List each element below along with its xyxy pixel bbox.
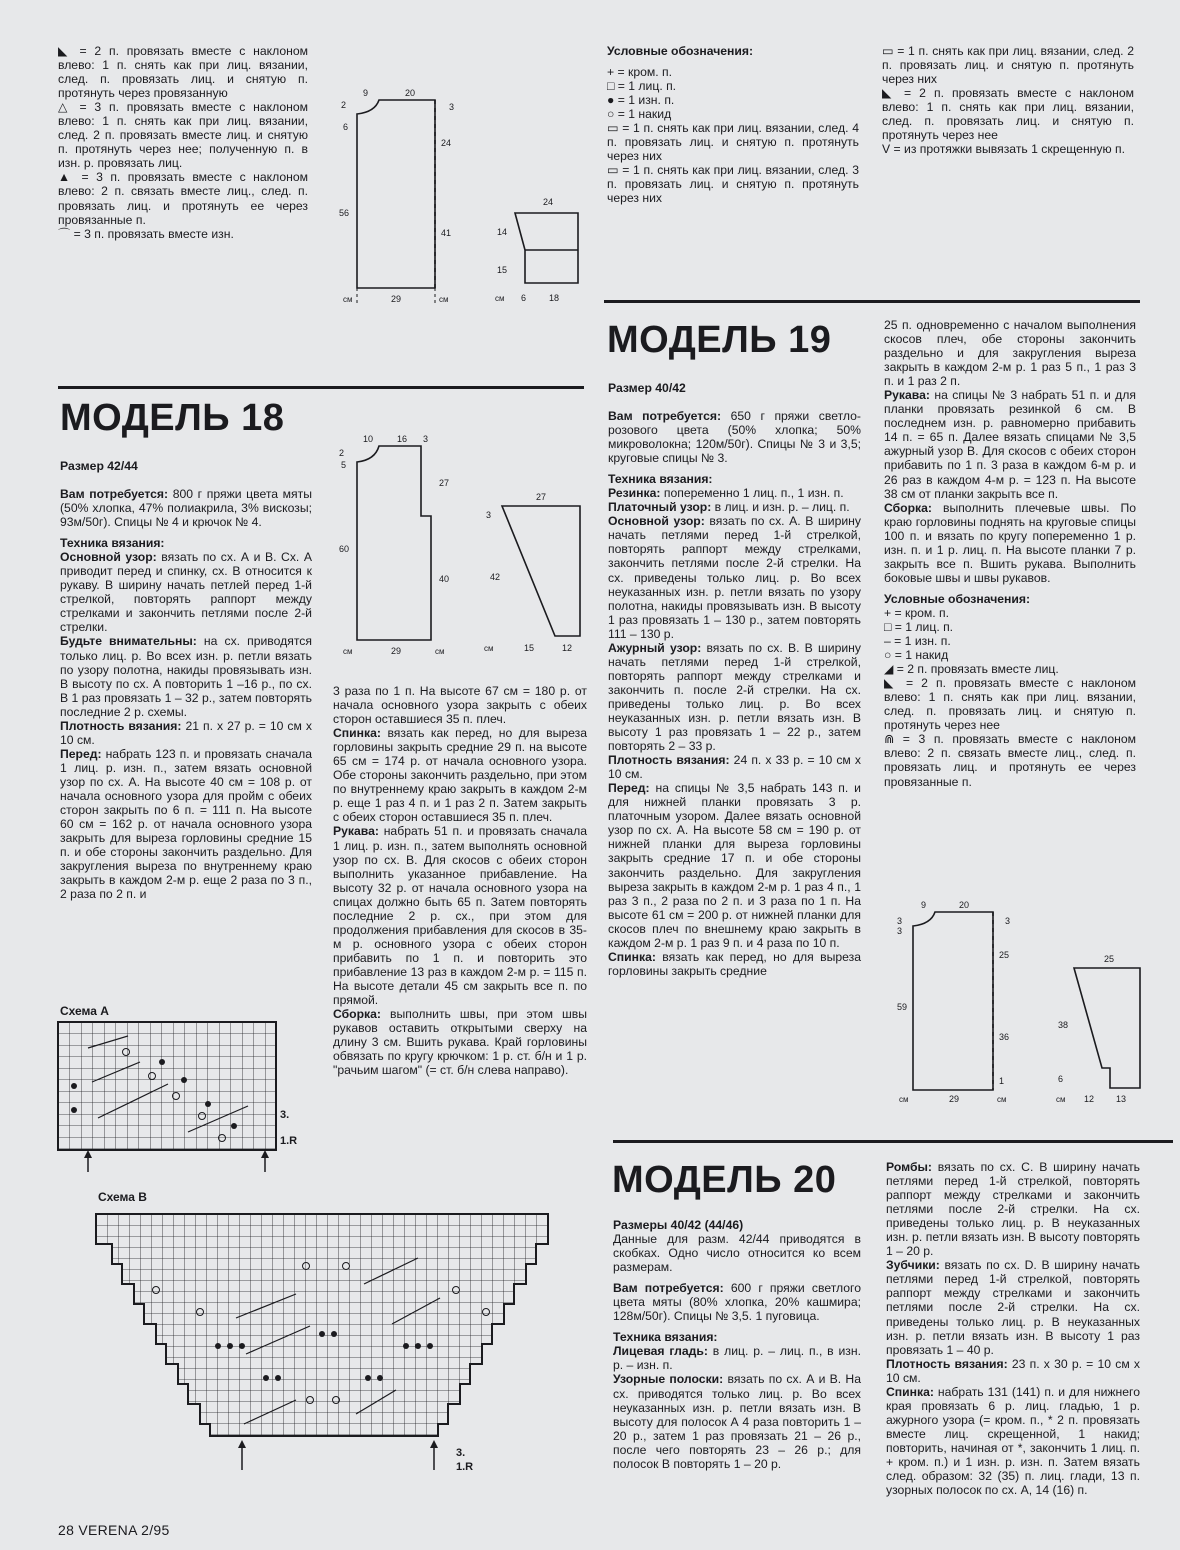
dim-label: 6 bbox=[521, 293, 527, 303]
dim-label: 3 bbox=[1005, 916, 1011, 926]
legend-item: □ = 1 лиц. п. bbox=[884, 619, 954, 634]
legend-item: □ = 1 лиц. п. bbox=[607, 79, 677, 94]
para bbox=[608, 472, 861, 486]
dim-unit: см bbox=[343, 647, 353, 656]
para bbox=[886, 1357, 1140, 1385]
para-head: Ромбы: bbox=[886, 1160, 932, 1174]
dim-label: 12 bbox=[1084, 1094, 1095, 1104]
para bbox=[884, 318, 1136, 388]
para-text: вязать как перед, но для выреза горловины закрыть средние bbox=[608, 949, 861, 978]
repeat-arrow bbox=[430, 1440, 438, 1448]
schematic-sleeve-17 bbox=[495, 195, 595, 315]
dim-label: 20 bbox=[405, 88, 416, 98]
dim-label: 3 bbox=[449, 102, 455, 112]
para-head: Будьте внимательны: bbox=[60, 634, 197, 649]
dim-label: 6 bbox=[343, 122, 349, 132]
para-head: Спинка: bbox=[886, 1384, 934, 1399]
legend-item: ◣ = 2 п. провязать вместе с наклоном влево: 1 п. снять как при лиц. вязании, след. п. провязать лиц. и снятую п. протянуть через нее bbox=[882, 86, 1134, 143]
para bbox=[613, 1372, 861, 1470]
para-text: 21 п. x 27 р. = 10 см x 10 см. bbox=[60, 718, 312, 747]
dim-unit: см bbox=[435, 647, 445, 656]
para bbox=[608, 486, 861, 500]
para-text: на спицы № 3,5 набрать 143 п. и для нижней планки провязать 3 р. платочным узором. Далее вязать основной узор по сх. А. На высоте 58 см = 190 р. от нижней планки для выреза горловины закрыть средние 17 п. и обе стороны закончить раздельно. Для закругления выреза закрыть в каждом 2-м р. 1 раз 4 п., 1 раз 3 п., 2 раза по 2 п. и 3 раза по 1 п. На высоте 61 см = 200 р. от нижней планки для скосов плеч по внешнему краю закрыть в каждом 2-м р. 1 раз 9 п. и 4 раза по 10 п. bbox=[608, 781, 861, 950]
para bbox=[608, 950, 861, 978]
para-head: Плотность вязания: bbox=[608, 753, 730, 768]
para-head: Вам потребуется: bbox=[613, 1281, 724, 1296]
schema-a-label: Схема А bbox=[60, 1004, 109, 1018]
legend-title: Условные обозначения: bbox=[607, 44, 754, 58]
para-head: Сборка: bbox=[333, 1007, 381, 1022]
schematic-sleeve-18 bbox=[480, 488, 590, 658]
para-text: вязать по сх. С. В ширину начать петлями перед 1-й стрелкой, повторять раппорт между стрелками и закончить петлями после 2-й стрелки. На сх. приведены только лиц. р. В неуказанных изн. р. петли вязать изн. В высоту повторять 1 – 20 р. bbox=[886, 1160, 1140, 1259]
para-head: Спинка: bbox=[608, 949, 656, 964]
dim-label: 3 bbox=[423, 434, 429, 444]
para bbox=[333, 1007, 587, 1077]
legend-item: ○ = 1 накид bbox=[607, 107, 672, 122]
model-18-title: МОДЕЛЬ 18 bbox=[60, 397, 285, 439]
para-head: Лицевая гладь: bbox=[613, 1344, 708, 1359]
model-19-size bbox=[608, 381, 858, 395]
dim-label: 27 bbox=[536, 492, 547, 502]
para bbox=[886, 1258, 1140, 1356]
section-rule bbox=[604, 300, 1140, 303]
para bbox=[60, 719, 312, 747]
dim-unit: см bbox=[1056, 1095, 1066, 1104]
para-head: Резинка: bbox=[608, 486, 661, 501]
dim-unit: см bbox=[343, 295, 353, 304]
dim-label: 6 bbox=[1058, 1074, 1064, 1084]
para-head: Рукава: bbox=[333, 824, 379, 839]
legend-item: ⋒ = 3 п. провязать вместе с наклоном влево: 2 п. связать вместе лиц., след. п. провязать лиц. и протянуть ее через провязанные п. bbox=[884, 732, 1136, 789]
dim-unit: см bbox=[899, 1095, 909, 1104]
row-label: 1.R bbox=[456, 1461, 474, 1473]
legend-title: Условные обозначения: bbox=[884, 591, 1031, 606]
dim-label: 38 bbox=[1058, 1020, 1069, 1030]
legend-item: ● = 1 изн. п. bbox=[607, 93, 675, 108]
para-text: 25 п. одновременно с началом выполнения скосов плеч, обе стороны закончить раздельно и для закругления выреза закрыть в каждом 2-м р. 1 раз 5 п., 1 раз 3 п. и 1 раз 2 п. bbox=[884, 318, 1136, 389]
para-head: Зубчики: bbox=[886, 1258, 940, 1273]
legend-item: – = 1 изн. п. bbox=[884, 634, 951, 649]
para-head: Перед: bbox=[608, 781, 650, 796]
para-head: Техника вязания: bbox=[613, 1330, 718, 1345]
legend-item: ▭ = 1 п. снять как при лиц. вязании, след. 2 п. провязать лиц. и снятую п. протянуть через них bbox=[882, 44, 1134, 87]
dim-unit: см bbox=[997, 1095, 1007, 1104]
para-head: Рукава: bbox=[884, 388, 930, 403]
dim-label: 10 bbox=[363, 434, 374, 444]
dim-label: 25 bbox=[1104, 954, 1115, 964]
para bbox=[333, 726, 587, 824]
para-head: Сборка: bbox=[884, 500, 932, 515]
para bbox=[608, 500, 861, 514]
para bbox=[333, 684, 587, 726]
para bbox=[884, 388, 1136, 500]
para-head: Плотность вязания: bbox=[886, 1356, 1008, 1371]
para-text: набрать 123 п. и провязать сначала 1 лиц. р. изн. п., затем вязать основной узор по сх. А. На высоте 40 см = 108 р. от начала основного узора для пройм с обеих сторон закрыть по 6 п. = 111 п. На высоте 60 см = 162 р. от начала основного узора закрыть для выреза горловины средние 15 п. и обе стороны закончить раздельно. Для закругления выреза по внутреннему краю закрыть в каждом 2-м р. еще 2 раза по 3 п., 2 раза по 2 п. и bbox=[60, 746, 312, 902]
row-label: 3. bbox=[456, 1447, 466, 1459]
dim-label: 14 bbox=[497, 227, 508, 237]
model-18-col1 bbox=[60, 487, 312, 901]
model-20-col1 bbox=[613, 1218, 861, 1471]
legend-item: + = кром. п. bbox=[607, 65, 673, 80]
legend-item: ◣ = 2 п. провязать вместе с наклоном влево: 1 п. снять как при лиц. вязании, след. п. провязать лиц. и снятую п. протянуть через нее bbox=[884, 676, 1136, 733]
para-text: вязать по сх. А и В. На сх. приводятся только лиц. р. Во всех неуказанных изн. р. петли вязать изн. В высоту для полосок А 4 раза повторить 1 – 20 р., затем 1 раз провязать 21 – 26 р., после чего повторять 23 – 26 р.; для полосок В повторять 1 – 20 р. bbox=[613, 1372, 861, 1471]
para bbox=[613, 1218, 861, 1232]
dim-label: 60 bbox=[339, 544, 350, 554]
dim-label: 41 bbox=[441, 228, 452, 238]
schematic-body-19 bbox=[893, 900, 1023, 1105]
dim-label: 25 bbox=[999, 950, 1010, 960]
para-head: Плотность вязания: bbox=[60, 718, 182, 733]
dim-label: 27 bbox=[439, 478, 450, 488]
dim-label: 20 bbox=[959, 900, 970, 910]
legend-item: ○ = 1 накид bbox=[884, 648, 949, 663]
para bbox=[613, 1232, 861, 1274]
section-rule bbox=[613, 1140, 1173, 1143]
model-19-col1 bbox=[608, 409, 861, 978]
schematic-sleeve-19 bbox=[1054, 952, 1164, 1102]
para bbox=[608, 514, 861, 640]
schema-a-chart bbox=[58, 1022, 318, 1162]
section-rule bbox=[58, 386, 584, 389]
dim-label: 15 bbox=[497, 265, 508, 275]
para bbox=[884, 501, 1136, 585]
para bbox=[608, 781, 861, 950]
dim-label: 16 bbox=[397, 434, 408, 444]
para-text: вязать по сх. В. В ширину начать петлями перед 1-й стрелкой, повторять раппорт между стрелками и закончить п. после 2-й стрелки. На сх. приведены только лиц. р. Во всех неуказанных изн. р. петли вязать изн. В высоту 1 раз провязать 1 – 22 р., затем повторять 2 – 33 р. bbox=[608, 640, 861, 754]
legend-item: V = из протяжки вывязать 1 скрещенную п. bbox=[882, 142, 1126, 157]
symbols-continued bbox=[58, 44, 308, 241]
para-text: в лиц. р. – лиц. п., в изн. р. – изн. п. bbox=[613, 1344, 861, 1373]
para-text: Данные для разм. 42/44 приводятся в скобках. Одно число относится ко всем размерам. bbox=[613, 1232, 861, 1275]
dim-label: 40 bbox=[439, 574, 450, 584]
para bbox=[60, 634, 312, 718]
para-text: 800 г пряжи цвета мяты (50% хлопка, 47% полиакрила, 3% вискозы; 93м/50г). Спицы № 4 и крючок № 4. bbox=[60, 487, 313, 530]
para-head: Техника вязания: bbox=[60, 536, 165, 551]
dim-label: 12 bbox=[562, 643, 573, 653]
dim-unit: см bbox=[439, 295, 449, 304]
para-head: Перед: bbox=[60, 746, 102, 761]
dim-label: 9 bbox=[921, 900, 927, 910]
para bbox=[60, 550, 312, 634]
legend-item: ◢ = 2 п. провязать вместе лиц. bbox=[884, 662, 1059, 677]
model-18-col2 bbox=[333, 684, 587, 1077]
symbol-line: ▲ = 3 п. провязать вместе с наклоном влево: 2 п. связать вместе лиц., след. п. провязать лиц. и протянуть ее через провязанные п. bbox=[58, 170, 308, 227]
schematic-body-17 bbox=[335, 88, 465, 308]
para bbox=[608, 753, 861, 781]
size-label: Размер 40/42 bbox=[608, 381, 686, 395]
dim-unit: см bbox=[484, 644, 494, 653]
para-text: вязать по сх. А и В. Сх. А приводит перед и спинку, сх. В относится к рукаву. В ширину начать петлей перед 1-й стрелкой, повторять раппорт между стрелками и закончить петлями после 2-й стрелки. bbox=[60, 550, 312, 635]
dim-label: 24 bbox=[543, 197, 554, 207]
para-head: Платочный узор: bbox=[608, 500, 712, 515]
repeat-arrow bbox=[238, 1440, 246, 1448]
para-head: Основной узор: bbox=[60, 550, 157, 565]
model-19-col2 bbox=[884, 318, 1136, 789]
para bbox=[333, 824, 587, 1007]
para-head: Вам потребуется: bbox=[608, 409, 722, 423]
para bbox=[886, 1160, 1140, 1258]
dim-label: 29 bbox=[949, 1094, 960, 1104]
para-head: Спинка: bbox=[333, 726, 381, 741]
legend-item: + = кром. п. bbox=[884, 605, 950, 620]
para bbox=[60, 487, 312, 529]
legend-top-col1 bbox=[607, 44, 859, 206]
dim-label: 36 bbox=[999, 1032, 1010, 1042]
para bbox=[60, 747, 312, 902]
para bbox=[60, 536, 312, 550]
para-text: набрать 131 (141) п. и для нижнего края провязать 6 р. лиц. гладью, 1 р. ажурного узора (= кром. п., * 2 п. провязать вместе лиц. скрещенной, 1 накид; повторить, начиная от *, закончить 1 лиц. п. + кром. п.) и 1 изн. р. изн. п. Затем вязать след. образом: 32 (35) п. лиц. глади, 13 п. узорных полосок по сх. А, 14 (16) п. bbox=[886, 1384, 1140, 1498]
para-head: Основной узор: bbox=[608, 514, 705, 529]
para bbox=[613, 1330, 861, 1344]
dim-label: 3 bbox=[897, 916, 903, 926]
legend-item: ▭ = 1 п. снять как при лиц. вязании, след. 3 п. провязать лиц. и снятую п. протянуть через них bbox=[607, 163, 859, 206]
para bbox=[886, 1385, 1140, 1497]
dim-label: 18 bbox=[549, 293, 560, 303]
dim-label: 29 bbox=[391, 294, 402, 304]
dim-label: 15 bbox=[524, 643, 535, 653]
para-text: выполнить плечевые швы. По краю горловины поднять на круговые спицы 100 п. и вязать по кругу попеременно 1 р. изн. п. и 1 р. лиц. п. На высоте планки 7 р. закрыть все п. Вшить рукава. Выполнить боковые швы и швы рукавов. bbox=[884, 500, 1136, 585]
dim-label: 5 bbox=[341, 460, 347, 470]
schema-b-chart bbox=[96, 1214, 556, 1514]
model-20-title: МОДЕЛЬ 20 bbox=[612, 1159, 837, 1201]
dim-label: 3 bbox=[486, 510, 492, 520]
para-text: вязать по сх. D. В ширину начать петлями перед 1-й стрелкой, повторять раппорт между стрелками и закончить петлями после 2-й стрелки. На сх. приведены только лиц. р. В неуказанных изн. р. петли вязать изн. В высоту 1 раз провязать 1 – 40 р. bbox=[886, 1258, 1140, 1357]
schema-b-label: Схема В bbox=[98, 1190, 147, 1204]
symbol-line: ⌒ = 3 п. провязать вместе изн. bbox=[58, 226, 234, 241]
model-19-title: МОДЕЛЬ 19 bbox=[607, 319, 832, 361]
dim-label: 56 bbox=[339, 208, 350, 218]
dim-label: 9 bbox=[363, 88, 369, 98]
repeat-arrow bbox=[261, 1150, 269, 1158]
para-text: попеременно 1 лиц. п., 1 изн. п. bbox=[660, 486, 844, 501]
dim-label: 2 bbox=[339, 448, 345, 458]
para-head: Размеры 40/42 (44/46) bbox=[613, 1218, 744, 1232]
legend-item: ▭ = 1 п. снять как при лиц. вязании, след. 4 п. провязать лиц. и снятую п. протянуть через них bbox=[607, 121, 859, 164]
para-text: 650 г пряжи светло-розового цвета (50% хлопка; 50% микроволокна; 120м/50г). Спицы № 3 и 3,5; круговые спицы № 3. bbox=[608, 409, 861, 466]
para-text: 3 раза по 1 п. На высоте 67 см = 180 р. от начала основного узора закрыть с обеих сторон оставшиеся 35 п. плеч. bbox=[333, 684, 587, 727]
para-head: Вам потребуется: bbox=[60, 487, 169, 501]
dim-label: 42 bbox=[490, 572, 501, 582]
para-text: выполнить швы, при этом швы рукавов оставить открытыми сверху на длину 3 см. Вшить рукава. Край горловины обвязать по кругу крючком: 1 р. ст. б/н и 1 р. "рачьим шагом" (= ст. б/н слева направо). bbox=[333, 1007, 587, 1078]
size-label: Размер 42/44 bbox=[60, 459, 138, 473]
model-18-size bbox=[60, 459, 310, 473]
dim-label: 1 bbox=[999, 1076, 1005, 1086]
dim-label: 2 bbox=[341, 100, 347, 110]
para bbox=[613, 1344, 861, 1372]
para-text: 600 г пряжи светлого цвета мяты (80% хлопка, 20% кашмира; 128м/50г). Спицы № 3,5. 1 пуговица. bbox=[613, 1281, 861, 1324]
para-text: на спицы № 3 набрать 51 п. и для планки провязать резинкой 6 см. В последнем изн. р. равномерно прибавить 14 п. = 65 п. Далее вязать спицами № 3,5 ажурный узор В. Для скосов с обеих сторон прибавить по 1 п. 3 раза в каждом 6-м р. и 26 раз в каждом 4-м р. = 123 п. На высоте 38 см от планки закрыть все п. bbox=[884, 388, 1136, 501]
row-label: 1.R bbox=[280, 1135, 298, 1147]
para-head: Ажурный узор: bbox=[608, 640, 702, 655]
dim-label: 59 bbox=[897, 1002, 908, 1012]
para-text: набрать 51 п. и провязать сначала 1 лиц. р. изн. п., затем выполнять основной узор по сх. В. Для скосов с обеих сторон выполнить указанное прибавление. На высоту 32 р. от начала основного узора на спицах должно быть 65 п. Затем повторять последние 2 р. сх., при этом для продолжения прибавления для скосов в 35-м р. основного узора с обеих сторон прибавить по 1 п. и повторить это прибавление 13 раз в каждом 2-м р. = 115 п. На высоте детали 45 см закрыть все п. по прямой. bbox=[333, 824, 587, 1008]
row-label: 3. bbox=[280, 1109, 290, 1121]
page-folio: 28 VERENA 2/95 bbox=[58, 1522, 170, 1538]
para-head: Техника вязания: bbox=[608, 472, 713, 487]
para-text: 23 п. x 30 р. = 10 см x 10 см. bbox=[886, 1356, 1140, 1385]
para-text: 24 п. x 33 р. = 10 см x 10 см. bbox=[608, 753, 861, 782]
dim-label: 3 bbox=[897, 926, 903, 936]
para bbox=[608, 641, 861, 753]
symbol-line: ◣ = 2 п. провязать вместе с наклоном влево: 1 п. снять как при лиц. вязании, след. п. провязать лиц. и снятую п. протянуть через провязанную bbox=[58, 44, 308, 101]
repeat-arrow bbox=[84, 1150, 92, 1158]
dim-unit: см bbox=[495, 294, 505, 303]
para bbox=[608, 409, 861, 465]
para-text: вязать как перед, но для выреза горловины закрыть средние 29 п. на высоте 65 см = 174 р. от начала основного узора. Обе стороны закончить раздельно, при этом по внутреннему краю закрыть в каждом 2-м р. еще 1 раз 4 п. и 1 раз 2 п. Затем закрыть с обеих сторон оставшиеся 35 п. плеч. bbox=[333, 726, 587, 825]
dim-label: 24 bbox=[441, 138, 452, 148]
schematic-body-18 bbox=[335, 432, 465, 657]
dim-label: 29 bbox=[391, 646, 402, 656]
legend-top-col2 bbox=[882, 44, 1134, 156]
para bbox=[613, 1281, 861, 1323]
model-20-col2 bbox=[886, 1160, 1140, 1497]
symbol-line: △ = 3 п. провязать вместе с наклоном влево: 1 п. снять как при лиц. вязании, след. 2 п. провязать вместе лиц. и снятую п. протянуть через нее; полученную п. в изн. р. провязать лиц. bbox=[58, 100, 308, 171]
para-text: на сх. приводятся только лиц. р. Во всех изн. р. петли вязать по узору полотна, накиды провязывать изн. В высоту по сх. А повторить 1 –16 р., по сх. В 1 раз провязать 1 – 32 р., затем повторять последние 2 р. схемы. bbox=[60, 634, 313, 719]
dim-label: 13 bbox=[1116, 1094, 1127, 1104]
para-head: Узорные полоски: bbox=[613, 1372, 724, 1387]
para-text: вязать по сх. А. В ширину начать петлями перед 1-й стрелкой, повторять раппорт между стрелками, закончить петлями после 2-й стрелки. На сх. приведены только лиц. р. Во всех неуказанных изн. р. петли вязать по узору полотна, накиды провязывать изн. В высоту 1 раз провязать 1 – 130 р., затем повторять 111 – 130 р. bbox=[608, 514, 862, 641]
para-text: в лиц. и изн. р. – лиц. п. bbox=[711, 500, 850, 515]
